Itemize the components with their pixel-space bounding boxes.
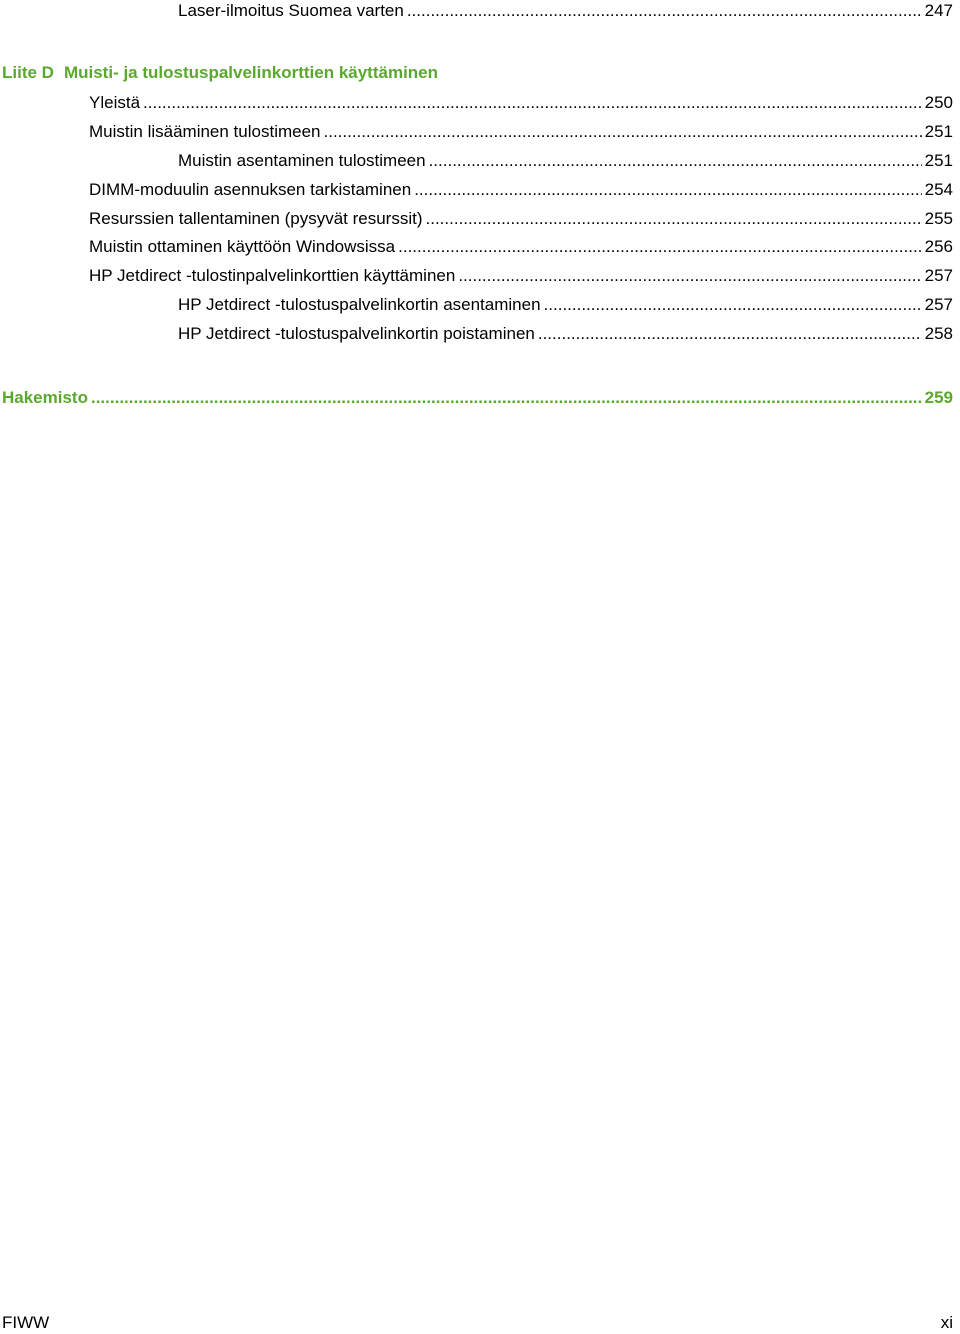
toc-entry[interactable] [89,121,953,143]
toc-entry-title: HP Jetdirect -tulostuspalvelinkortin asentaminen [178,295,541,314]
appendix-label: Liite D [2,63,54,82]
toc-entry-page: 258 [924,324,953,343]
toc-entry-title: Resurssien tallentaminen (pysyvät resurssit) [89,209,423,228]
toc-entry[interactable] [89,236,953,258]
dot-leader [544,294,922,316]
dot-leader [426,208,922,230]
toc-entry[interactable] [178,150,953,172]
dot-leader [407,0,922,22]
toc-entry-title: Muistin lisääminen tulostimeen [89,122,321,141]
footer-doc-code: FIWW [2,1313,50,1332]
appendix-heading[interactable] [2,62,438,84]
toc-entry-page: 247 [924,1,953,20]
dot-leader [458,265,921,287]
dot-leader [414,179,921,201]
toc-entry[interactable] [89,208,953,230]
toc-entry-page: 256 [924,237,953,256]
toc-entry[interactable] [178,294,953,316]
toc-entry-title: Muistin ottaminen käyttöön Windowsissa [89,237,396,256]
dot-leader [538,323,922,345]
toc-entry-title: Muistin asentaminen tulostimeen [178,151,426,170]
dot-leader [398,236,921,258]
toc-entry-title: Laser-ilmoitus Suomea varten [178,1,404,20]
appendix-title: Muisti- ja tulostuspalvelinkorttien käyttäminen [63,63,439,82]
toc-entry[interactable] [89,179,953,201]
dot-leader [143,92,922,114]
toc-entry-title: HP Jetdirect -tulostuspalvelinkortin poistaminen [178,324,535,343]
toc-entry-page: 254 [924,180,953,199]
toc-entry[interactable] [178,323,953,345]
toc-entry-title: HP Jetdirect -tulostinpalvelinkorttien käyttäminen [89,266,456,285]
toc-entry-page: 251 [924,151,953,170]
toc-entry[interactable] [89,92,953,114]
dot-leader [429,150,922,172]
index-page: 259 [924,388,953,407]
toc-entry[interactable] [89,265,953,287]
footer-page-number: xi [940,1313,953,1332]
index-title: Hakemisto [2,388,88,407]
toc-entry-page: 251 [924,122,953,141]
toc-entry-page: 257 [924,266,953,285]
dot-leader [324,121,922,143]
toc-entry-title: DIMM-moduulin asennuksen tarkistaminen [89,180,412,199]
dot-leader [91,387,922,409]
index-entry[interactable] [2,387,953,409]
toc-entry-title: Yleistä [89,93,141,112]
toc-entry[interactable] [178,0,953,22]
toc-entry-page: 257 [924,295,953,314]
toc-entry-page: 255 [924,209,953,228]
toc-entry-page: 250 [924,93,953,112]
